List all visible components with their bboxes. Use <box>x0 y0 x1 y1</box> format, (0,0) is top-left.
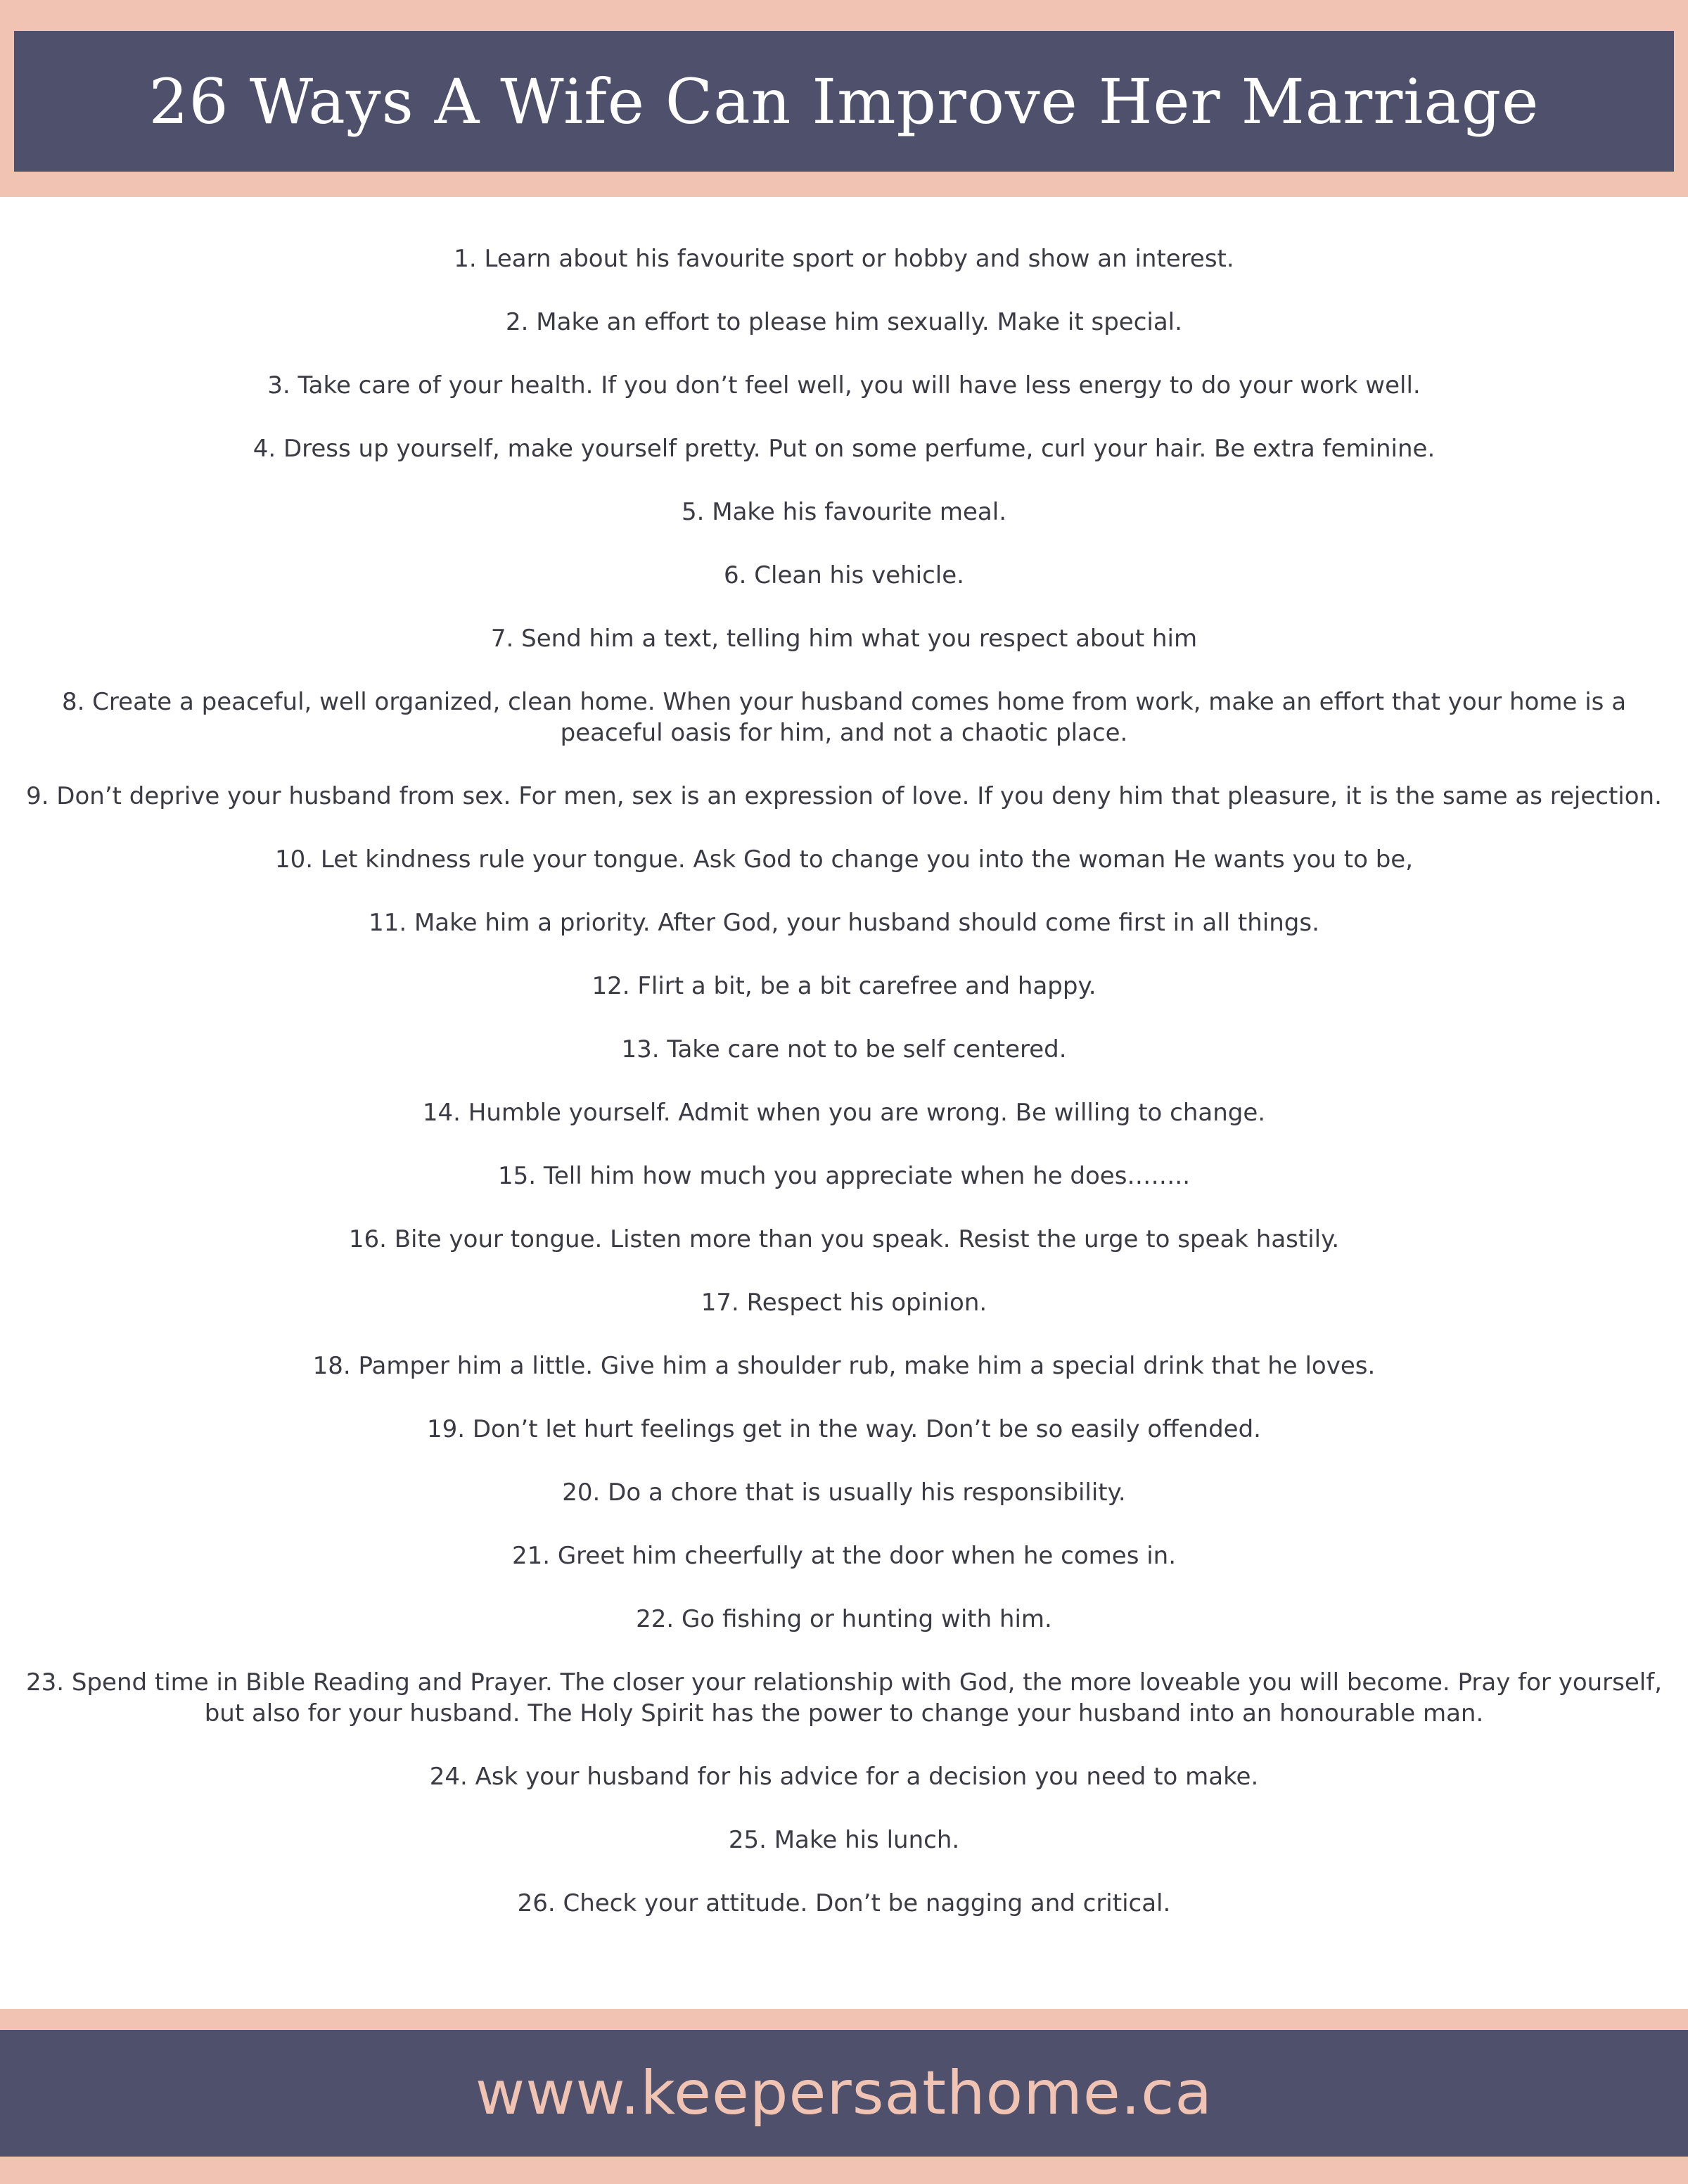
tip-item: 17. Respect his opinion. <box>701 1289 987 1317</box>
tip-item: 18. Pamper him a little. Give him a shoulder rub, make him a special drink that he loves. <box>312 1352 1376 1380</box>
tip-item: 8. Create a peaceful, well organized, clean home. When your husband comes home from work, make an effort that your home is a peaceful oasis for him, and not a chaotic place. <box>61 688 1627 747</box>
tip-item: 23. Spend time in Bible Reading and Prayer. The closer your relationship with God, the more loveable you will become. Pray for yourself, but also for your husband. The Holy Spirit has the power to change your husband into an honourable man. <box>25 1668 1663 1728</box>
tip-item: 10. Let kindness rule your tongue. Ask God to change you into the woman He wants you to be, <box>274 845 1414 874</box>
tip-item: 4. Dress up yourself, make yourself pretty. Put on some perfume, curl your hair. Be extra feminine. <box>252 435 1436 463</box>
tip-item: 3. Take care of your health. If you don’t feel well, you will have less energy to do your work well. <box>267 371 1421 400</box>
tip-item: 5. Make his favourite meal. <box>681 498 1007 526</box>
tip-item: 6. Clean his vehicle. <box>724 561 964 589</box>
footer-banner <box>0 2030 1688 2157</box>
tips-list <box>0 243 1688 1951</box>
tip-item: 12. Flirt a bit, be a bit carefree and happy. <box>592 972 1096 1000</box>
tip-item: 15. Tell him how much you appreciate when he does…….. <box>497 1162 1191 1190</box>
tip-item: 21. Greet him cheerfully at the door when he comes in. <box>511 1542 1177 1570</box>
tip-item: 25. Make his lunch. <box>728 1826 960 1854</box>
title-banner <box>14 31 1674 172</box>
tip-item: 11. Make him a priority. After God, your husband should come first in all things. <box>369 909 1319 937</box>
tip-item: 24. Ask your husband for his advice for a decision you need to make. <box>429 1763 1259 1791</box>
tip-item: 16. Bite your tongue. Listen more than you speak. Resist the urge to speak hastily. <box>348 1225 1340 1253</box>
tip-item: 9. Don’t deprive your husband from sex. For men, sex is an expression of love. If you deny him that pleasure, it is the same as rejection. <box>26 782 1662 810</box>
page-title: 26 Ways A Wife Can Improve Her Marriage <box>148 65 1540 138</box>
tip-item: 19. Don’t let hurt feelings get in the way. Don’t be so easily offended. <box>427 1415 1261 1443</box>
tip-item: 2. Make an effort to please him sexually. Make it special. <box>506 308 1182 336</box>
website-url: www.keepersathome.ca <box>475 2058 1213 2128</box>
tip-item: 13. Take care not to be self centered. <box>621 1035 1067 1064</box>
tip-item: 26. Check your attitude. Don’t be nagging and critical. <box>517 1889 1171 1917</box>
tip-item: 7. Send him a text, telling him what you respect about him <box>490 625 1198 653</box>
tip-item: 14. Humble yourself. Admit when you are wrong. Be willing to change. <box>422 1099 1266 1127</box>
tip-item: 1. Learn about his favourite sport or hobby and show an interest. <box>454 245 1234 273</box>
tip-item: 22. Go fishing or hunting with him. <box>636 1605 1052 1633</box>
tip-item: 20. Do a chore that is usually his responsibility. <box>562 1479 1126 1507</box>
